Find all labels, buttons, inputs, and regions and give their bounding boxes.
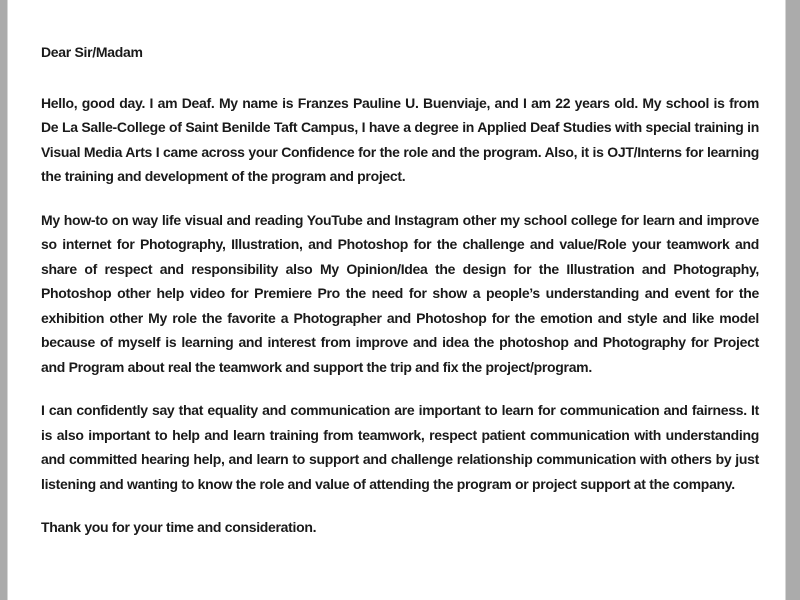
letter-page [7, 0, 786, 600]
salutation: Dear Sir/Madam [41, 44, 143, 60]
viewer-right-gutter [786, 0, 800, 600]
intro-paragraph: Hello, good day. I am Deaf. My name is Franzes Pauline U. Buenviaje, and I am 22 years old. My school is from De La Salle-College of Saint Benilde Taft Campus, I have a degree in Applied Deaf Studies with special training in Visual Media Arts I came across your Confidence for the role and the program. Also, it is OJT/Interns for learning the training and development of the program and project. [41, 94, 759, 184]
closing-line: Thank you for your time and consideration. [41, 519, 317, 535]
viewer-left-gutter [0, 0, 7, 600]
skills-paragraph: My how-to on way life visual and reading YouTube and Instagram other my school college for learn and improve so internet for Photography, Illustration, and Photoshop for the challenge and value/Role your teamwork and share of respect and responsibility also My Opinion/Idea the design for the Illustration and Photography, Photoshop other help video for Premiere Pro the need for show a people’s understanding and event for the exhibition other My role the favorite a Photographer and Photoshop for the emotion and style and like model because of myself is learning and interest from improve and idea the photoshop and Photography for Project and Program about real the teamwork and support the trip and fix the project/program. [41, 211, 759, 375]
values-paragraph: I can confidently say that equality and communication are important to learn for communication and fairness. It is also important to help and learn training from teamwork, respect patient communication with understanding and committed hearing help, and learn to support and challenge relationship communication with others by just listening and wanting to know the role and value of attending the program or project support at the company. [41, 402, 759, 492]
